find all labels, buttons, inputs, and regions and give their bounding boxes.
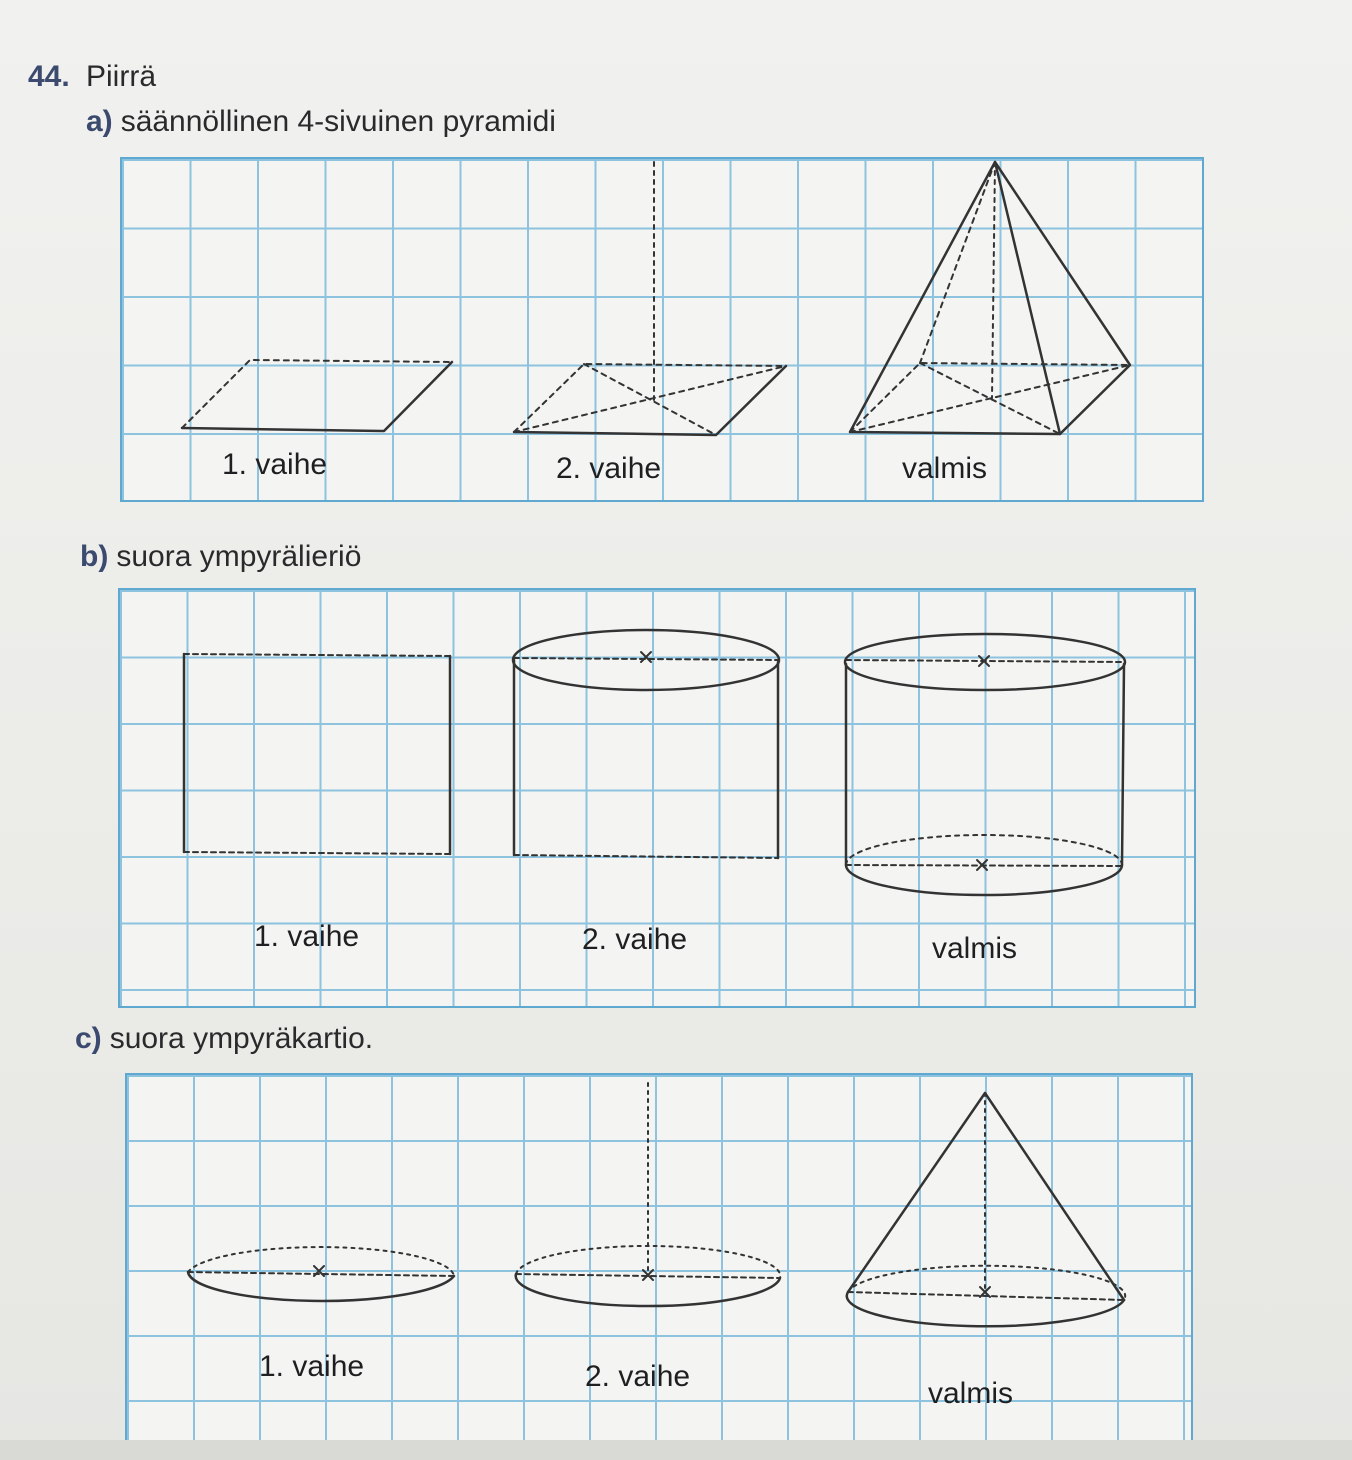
pyramid-step-2-base-with-axis [514,162,786,435]
part-b-text: suora ympyrälieriö [116,540,362,573]
label-c-done: valmis [928,1377,1014,1410]
cylinder-step-1-rectangle [184,654,450,854]
label-b-step-1: 1. vaihe [254,920,360,953]
cylinder-finished [845,634,1125,895]
cone-step-2-base-with-axis [516,1083,781,1306]
label-c-step-2: 2. vaihe [585,1360,691,1393]
pyramid-finished [850,162,1130,434]
part-c-letter: c) [75,1022,102,1055]
part-c-text: suora ympyräkartio. [109,1022,374,1055]
cone-step-1-base [188,1247,454,1301]
exercise-title: Piirrä [86,60,157,93]
label-a-step-1: 1. vaihe [222,448,328,481]
cylinder-step-2-top-ellipse [513,630,779,858]
part-b-letter: b) [80,540,109,573]
pyramid-step-1-base [182,360,452,431]
part-a-text: säännöllinen 4-sivuinen pyramidi [120,105,556,138]
label-a-step-2: 2. vaihe [556,452,662,485]
part-a-letter: a) [86,105,113,138]
label-a-done: valmis [902,452,988,485]
exercise-number: 44. [28,60,70,93]
label-c-step-1: 1. vaihe [259,1350,365,1383]
cone-finished [847,1093,1125,1326]
label-b-done: valmis [932,932,1018,965]
label-b-step-2: 2. vaihe [582,923,688,956]
